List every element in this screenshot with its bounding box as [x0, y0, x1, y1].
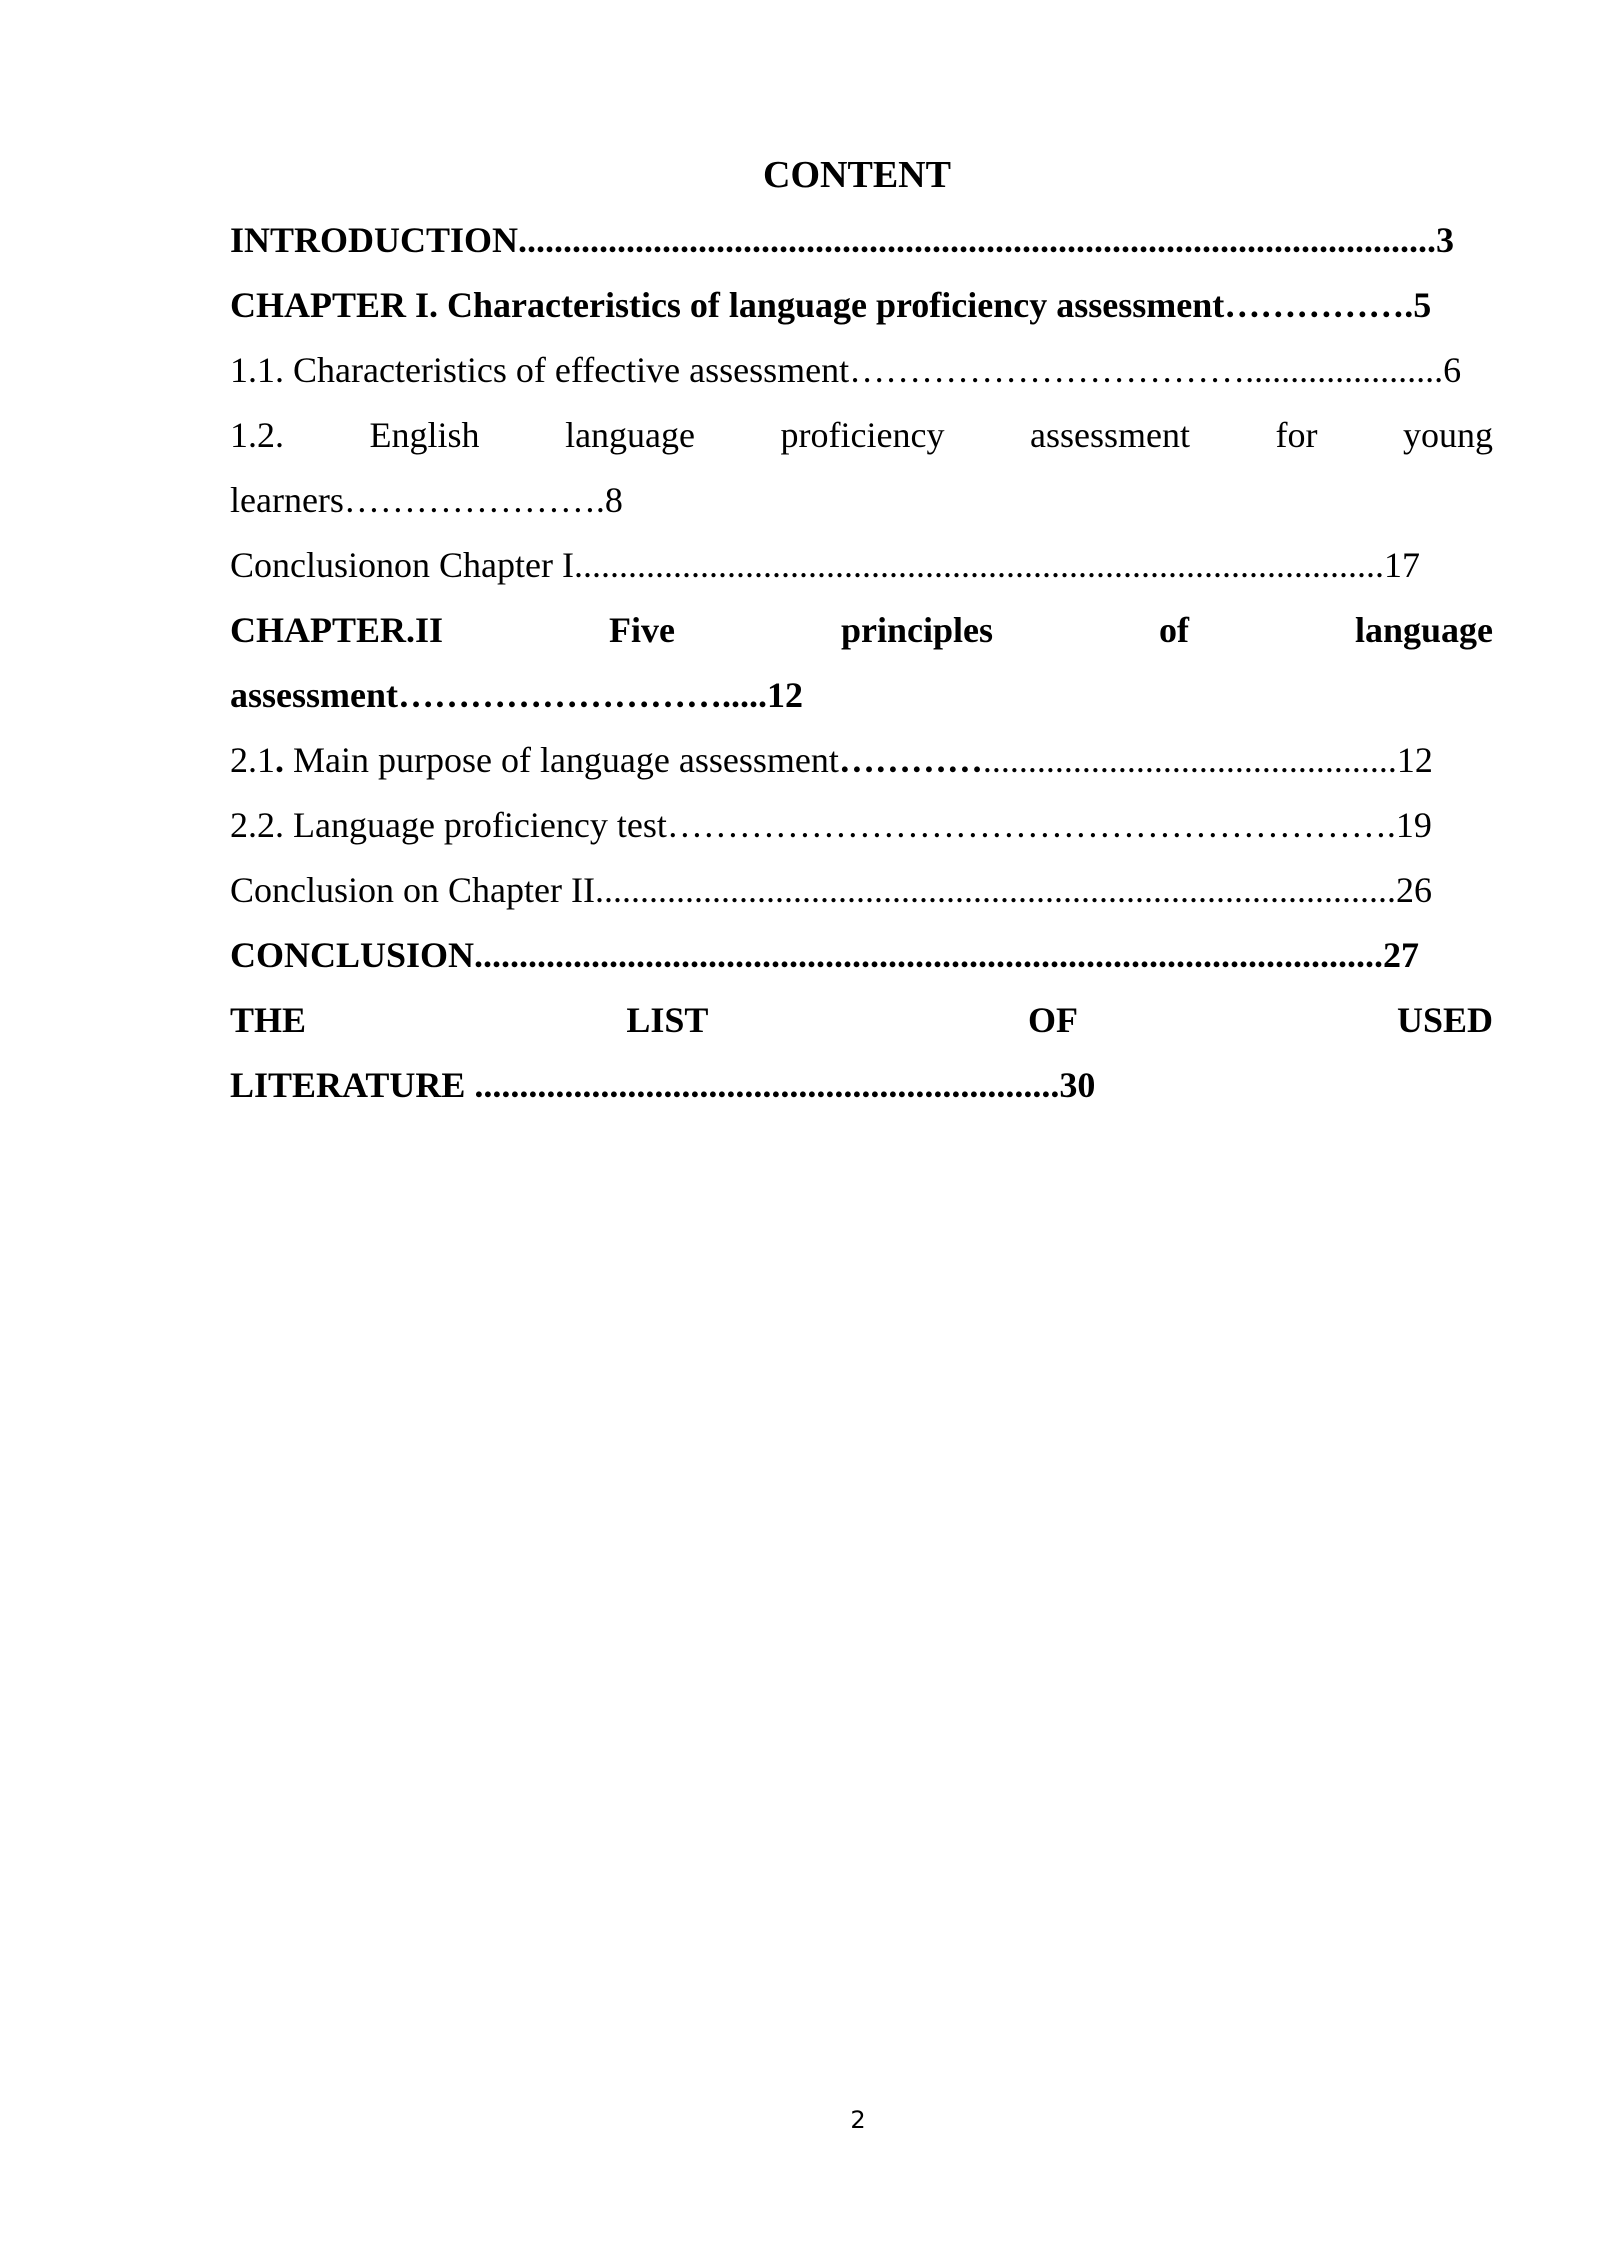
- toc-entry-2-1-leader-bold: …………: [838, 740, 983, 780]
- toc-entry-conclusion: CONCLUSION.....................................................................................................27: [230, 935, 1420, 975]
- toc-entry-2-1-text: Main purpose of language assessment: [284, 740, 839, 780]
- toc-entry-1-1: 1.1. Characteristics of effective assessment……………………………......................6: [230, 350, 1462, 390]
- toc-entry-2-1-dot: .: [275, 740, 284, 780]
- toc-entry-chapter-2-line-2: assessment……………………….....12: [230, 675, 803, 715]
- toc-entry-introduction: INTRODUCTION......................................................................................................3: [230, 220, 1455, 260]
- toc-entry-literature-line-2: LITERATURE .................................................................30: [230, 1065, 1096, 1105]
- toc-entry-2-1-leader: ..............................................12: [982, 740, 1433, 780]
- page-number: 2: [850, 2106, 866, 2134]
- toc-entry-1-2-line-2: learners………………….8: [230, 480, 623, 520]
- toc-entry-conclusion-chapter-1: Conclusionon Chapter I..........................................................................................17: [230, 545, 1420, 585]
- toc-entry-2-2: 2.2. Language proficiency test…………………………………………………….19: [230, 805, 1432, 845]
- toc-entry-2-1-number: 2.1: [230, 740, 275, 780]
- toc-entry-2-1: [230, 735, 1493, 800]
- page-title: CONTENT: [763, 154, 951, 196]
- toc-entry-chapter-1: CHAPTER I. Characteristics of language proficiency assessment…………….5: [230, 285, 1432, 325]
- toc-entry-literature-line-1: THE LIST OF USED: [230, 1000, 1493, 1040]
- table-of-contents: [230, 215, 1493, 1125]
- toc-entry-chapter-2-line-1: CHAPTER.II Five principles of language: [230, 610, 1493, 650]
- toc-entry-conclusion-chapter-2: Conclusion on Chapter II.........................................................................................26: [230, 870, 1432, 910]
- toc-entry-1-2-line-1: 1.2. English language proficiency assessment for young: [230, 415, 1493, 455]
